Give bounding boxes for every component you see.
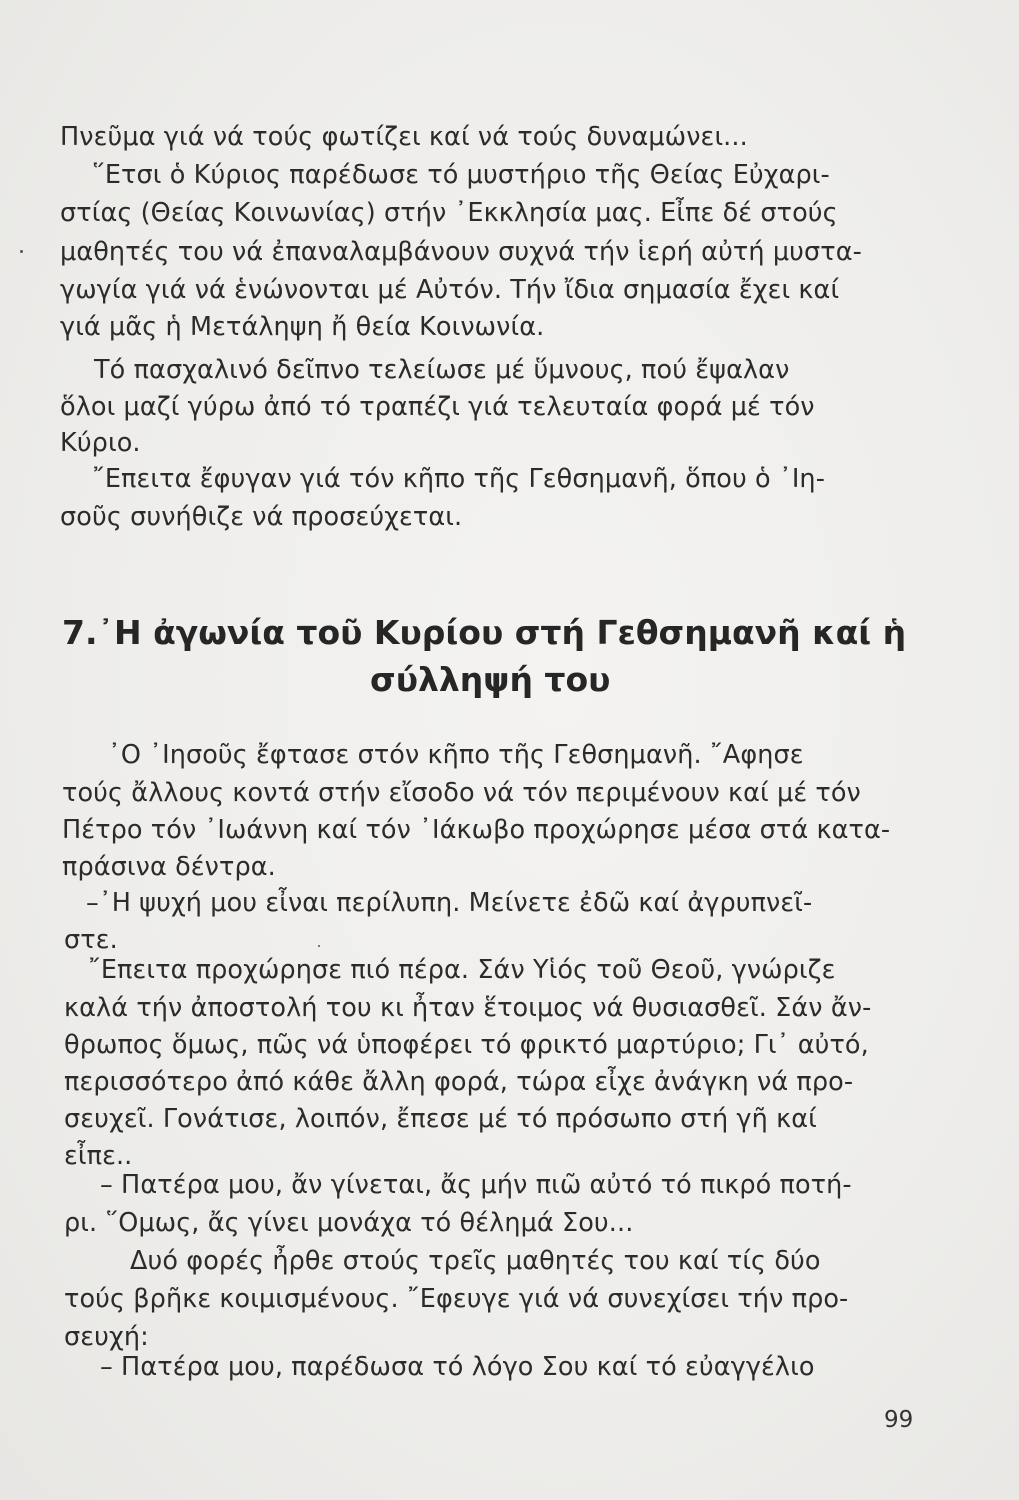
text-line: ὅλοι μαζί γύρω ἀπό τό τραπέζι γιά τελευταία φορά μέ τόν [60,392,815,422]
text-line: περισσότερο ἀπό κάθε ἄλλη φορά, τώρα εἶχε ἀνάγκη νά προ- [64,1067,854,1097]
text-line: Πέτρο τόν ᾿Ιωάννη καί τόν ᾿Ιάκωβο προχώρησε μέσα στά κατα- [62,815,891,845]
text-line: ᾿Ο ᾿Ιησοῦς ἔφτασε στόν κῆπο τῆς Γεθσημανῆ. ῎Αφησε [108,740,804,770]
text-line: καλά τήν ἀποστολή του κι ἦταν ἕτοιμος νά θυσιασθεῖ. Σάν ἄν- [64,993,872,1023]
text-line: ῎Επειτα προχώρησε πιό πέρα. Σάν Υἱός τοῦ Θεοῦ, γνώριζε [88,955,836,985]
text-line: στίας (Θείας Κοινωνίας) στήν ᾿Εκκλησία μας. Εἶπε δέ στούς [60,198,838,228]
text-line: θρωπος ὅμως, πῶς νά ὑποφέρει τό φρικτό μαρτύριο; Γι᾿ αὐτό, [64,1030,869,1060]
text-line: σευχή: [64,1322,149,1352]
text-line: τούς βρῆκε κοιμισμένους. ῎Εφευγε γιά νά συνεχίσει τήν προ- [64,1284,849,1314]
text-line: μαθητές του νά ἐπαναλαμβάνουν συχνά τήν ἱερή αὐτή μυστα- [60,237,862,267]
text-line: εἶπε.. [64,1141,133,1171]
text-line: Κύριο. [60,428,141,458]
text-line: – Πατέρα μου, παρέδωσα τό λόγο Σου καί τό εὐαγγέλιο [100,1352,815,1382]
text-line: γωγία γιά νά ἑνώνονται μέ Αὐτόν. Τήν ἴδια σημασία ἔχει καί [60,275,840,305]
text-line: στε. [64,925,118,955]
text-line: σοῦς συνήθιζε νά προσεύχεται. [60,502,463,532]
text-line: τούς ἄλλους κοντά στήν εἴσοδο νά τόν περιμένουν καί μέ τόν [62,778,861,808]
text-line: πράσινα δέντρα. [62,852,276,882]
page-number: 99 [884,1407,914,1433]
section-heading-line-1: 7.᾿Η ἀγωνία τοῦ Κυρίου στή Γεθσημανῆ καί ἡ [62,613,907,652]
text-line: –᾿Η ψυχή μου εἶναι περίλυπη. Μείνετε ἐδῶ καί ἀγρυπνεῖ- [86,888,813,918]
text-line: Δυό φορές ἦρθε στούς τρεῖς μαθητές του καί τίς δύο [130,1246,821,1276]
text-line: σευχεῖ. Γονάτισε, λοιπόν, ἔπεσε μέ τό πρόσωπο στή γῆ καί [64,1104,817,1134]
text-line: ῎Επειτα ἔφυγαν γιά τόν κῆπο τῆς Γεθσημανῆ, ὅπου ὁ ᾿Ιη- [92,464,825,494]
text-line: ῞Ετσι ὁ Κύριος παρέδωσε τό μυστήριο τῆς Θείας Εὐχαρι- [92,160,830,190]
text-line: Τό πασχαλινό δεῖπνο τελείωσε μέ ὕμνους, πού ἔψαλαν [94,355,790,385]
section-heading-line-2: σύλληψή του [370,660,611,699]
text-line: γιά μᾶς ἡ Μετάληψη ἤ θεία Κοινωνία. [60,312,545,342]
text-line: ρι. ῞Ομως, ἄς γίνει μονάχα τό θέλημά Σου... [64,1208,634,1238]
scan-speck [318,945,320,947]
text-line: – Πατέρα μου, ἄν γίνεται, ἄς μήν πιῶ αὐτό τό πικρό ποτή- [100,1170,852,1200]
scan-speck [20,250,23,253]
text-line: Πνεῦμα γιά νά τούς φωτίζει καί νά τούς δυναμώνει... [60,122,748,152]
